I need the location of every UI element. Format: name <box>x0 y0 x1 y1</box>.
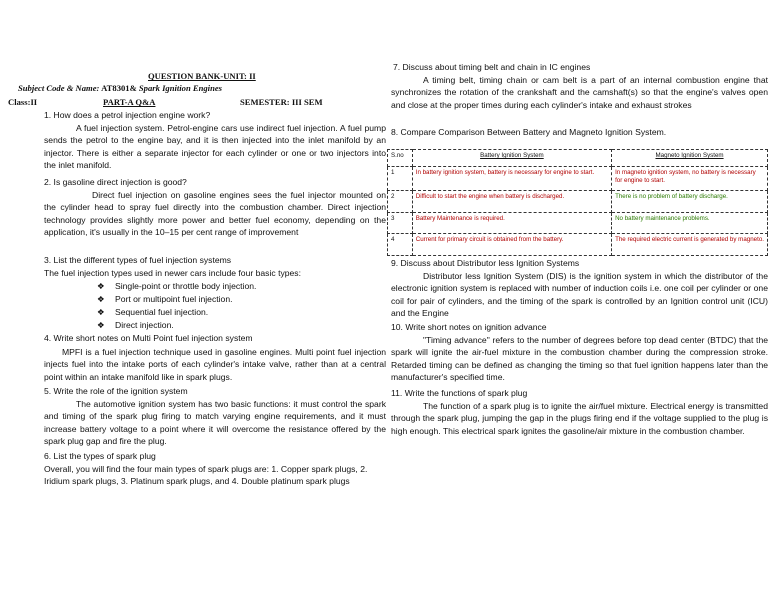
list-item: ❖ Direct injection. <box>97 320 174 330</box>
diamond-bullet-icon: ❖ <box>97 294 105 304</box>
diamond-bullet-icon: ❖ <box>97 307 105 317</box>
question-9: 9. Discuss about Distributor less Ignition Systems <box>391 258 580 268</box>
table-cell: In battery ignition system, battery is necessary for engine to start. <box>412 167 611 191</box>
table-cell: Current for primary circuit is obtained from the battery. <box>412 234 611 256</box>
answer-4: MPFI is a fuel injection technique used in gasoline engines. Multi point fuel injection injects fuel into the intake ports of each cylinder's intake valve, rather than at a central point within an intake manifold like in spark plugs. <box>44 347 386 382</box>
table-cell: 2 <box>388 191 413 213</box>
list-item: ❖ Port or multipoint fuel injection. <box>97 294 233 304</box>
subject-code: AT8301& <box>101 83 137 93</box>
comparison-table <box>387 149 768 256</box>
answer-1: A fuel injection system. Petrol-engine cars use indirect fuel injection. A fuel pump sends the petrol to the engine bay, and it is then injected into the inlet manifold by an injector. There is either a separate injector for each cylinder or one or two injectors into the inlet manifold. <box>44 123 386 171</box>
part-label: PART-A Q&A <box>103 97 156 107</box>
list-item: ❖ Single-point or throttle body injection. <box>97 281 257 291</box>
list-item: ❖ Sequential fuel injection. <box>97 307 209 317</box>
question-5: 5. Write the role of the ignition system <box>44 386 188 396</box>
table-cell: There is no problem of battery discharge. <box>612 191 768 213</box>
table-row <box>388 191 768 213</box>
table-header-row <box>388 150 768 167</box>
table-cell: 1 <box>388 167 413 191</box>
table-cell: 3 <box>388 212 413 234</box>
subject-name: Spark Ignition Engines <box>138 83 223 93</box>
question-3: 3. List the different types of fuel injection systems <box>44 255 232 265</box>
subject-label: Subject Code & Name: <box>18 83 100 93</box>
answer-7: A timing belt, timing chain or cam belt is a part of an internal combustion engine that synchronizes the rotation of the crankshaft and the camshaft(s) so that the engine's valves open and close at the proper times during each cylinder's intake and exhaust strokes <box>391 75 768 110</box>
answer-3: The fuel injection types used in newer cars include four basic types: <box>44 268 301 278</box>
table-row <box>388 212 768 234</box>
diamond-bullet-icon: ❖ <box>97 320 105 330</box>
subject-line <box>18 82 222 94</box>
table-cell: 4 <box>388 234 413 256</box>
answer-10: "Timing advance" refers to the number of degrees before top dead center (BTDC) that the spark will ignite the air-fuel mixture in the combustion chamber during the compression stroke. Retarded timing can be defined as changing the timing so that fuel ignition happens later than the manufacturer's specified time. <box>391 335 768 383</box>
table-cell: Difficult to start the engine when battery is discharged. <box>412 191 611 213</box>
diamond-bullet-icon: ❖ <box>97 281 105 291</box>
table-header-cell: S.no <box>388 150 413 167</box>
question-4: 4. Write short notes on Multi Point fuel injection system <box>44 333 253 343</box>
question-1: 1. How does a petrol injection engine work? <box>44 110 211 120</box>
question-8: 8. Compare Comparison Between Battery and Magneto Ignition System. <box>391 127 667 137</box>
answer-5: The automotive ignition system has two basic functions: it must control the spark and timing of the spark plug firing to match varying engine requirements, and it must increase battery voltage to a point where it will overcome the resistance offered by the spark plug gap and fire the plug. <box>44 399 386 447</box>
question-6: 6. List the types of spark plug <box>44 451 156 461</box>
question-11: 11. Write the functions of spark plug <box>391 388 528 398</box>
table-cell: In magneto ignition system, no battery is necessary for engine to start. <box>612 167 768 191</box>
table-header-cell: Battery Ignition System <box>412 150 611 167</box>
class-label: Class:II <box>8 97 38 107</box>
answer-6: Overall, you will find the four main types of spark plugs are: 1. Copper spark plugs, 2. Iridium spark plugs, 3. Platinum spark plugs, and 4. Double platinum spark plugs <box>44 464 368 487</box>
table-cell: The required electric current is generated by magneto. <box>612 234 768 256</box>
page-title: QUESTION BANK-UNIT: II <box>148 71 256 81</box>
question-2: 2. Is gasoline direct injection is good? <box>44 177 187 187</box>
table-cell: Battery Maintenance is required. <box>412 212 611 234</box>
semester-label: SEMESTER: III SEM <box>240 97 323 107</box>
answer-2: Direct fuel injection on gasoline engines sees the fuel injector mounted on the cylinder head to spray fuel directly into the combustion chamber. Direct injection technology provides slightly more power and better fuel economy, depending on the application, it's usually in the 10–15 per cent range of improvement <box>44 190 386 238</box>
table-row <box>388 167 768 191</box>
table-row <box>388 234 768 256</box>
answer-11: The function of a spark plug is to ignite the air/fuel mixture. Electrical energy is transmitted through the spark plug, jumping the gap in the plugs firing end if the voltage supplied to the plug is high enough. This electrical spark ignites the gasoline/air mixture in the combustion chamber. <box>391 401 768 436</box>
question-10: 10. Write short notes on ignition advance <box>391 322 547 332</box>
question-7: 7. Discuss about timing belt and chain in IC engines <box>393 62 591 72</box>
table-cell: No battery maintenance problems. <box>612 212 768 234</box>
answer-9: Distributor less Ignition System (DIS) is the ignition system in which the distributor of the electronic ignition system is replaced with number of induction coils i.e. one coil per cylinder or one coil for pair of cylinders, and the timing of the spark is controlled by an Ignition control unit (ICU) and the Engine <box>391 271 768 319</box>
table-header-cell: Magneto Ignition System <box>612 150 768 167</box>
